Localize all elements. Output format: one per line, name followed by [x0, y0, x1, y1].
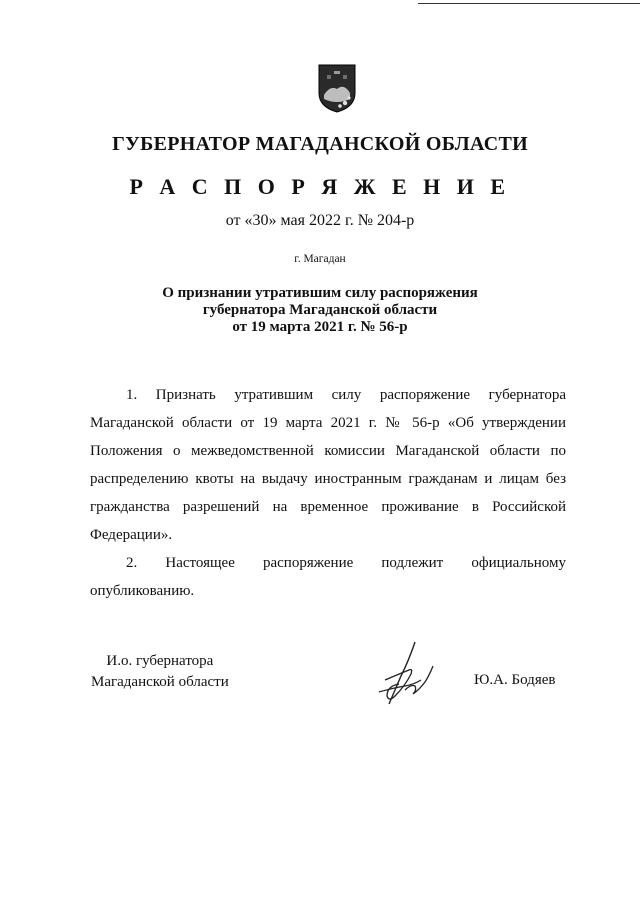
- organization-title: ГУБЕРНАТОР МАГАДАНСКОЙ ОБЛАСТИ: [112, 133, 528, 155]
- handwritten-signature-icon: [375, 640, 435, 708]
- signatory-role: [91, 651, 229, 693]
- body-paragraph-2: 2. Настоящее распоряжение подлежит официальному опубликованию.: [90, 555, 566, 599]
- coat-of-arms-icon: [316, 63, 358, 113]
- signatory-role-line-1: И.о. губернатора: [106, 653, 214, 669]
- signatory-role-line-2: Магаданской области: [91, 674, 229, 690]
- document-type: Р А С П О Р Я Ж Е Н И Е: [129, 174, 511, 199]
- top-rule: [418, 3, 640, 4]
- issue-city: г. Магадан: [294, 253, 346, 265]
- subject-line: О признании утратившим силу распоряжения: [162, 285, 478, 301]
- signatory-name: Ю.А. Бодяев: [474, 672, 556, 688]
- body-paragraph-1: 1. Признать утратившим силу распоряжение губернатора Магаданской области от 19 марта 2021 г. № 56-р «Об утверждении Положения о межведомственной комиссии Магаданской области по распределению квоты на выдачу иностранным гражданам и лицам без гражданства разрешений на временное проживание в Российской Федерации».: [90, 387, 566, 543]
- document-subject: [0, 285, 640, 336]
- subject-line: от 19 марта 2021 г. № 56-р: [232, 319, 408, 335]
- document-date-number: от «30» мая 2022 г. № 204-р: [225, 212, 415, 229]
- subject-line: губернатора Магаданской области: [202, 302, 438, 318]
- document-body: [90, 381, 566, 605]
